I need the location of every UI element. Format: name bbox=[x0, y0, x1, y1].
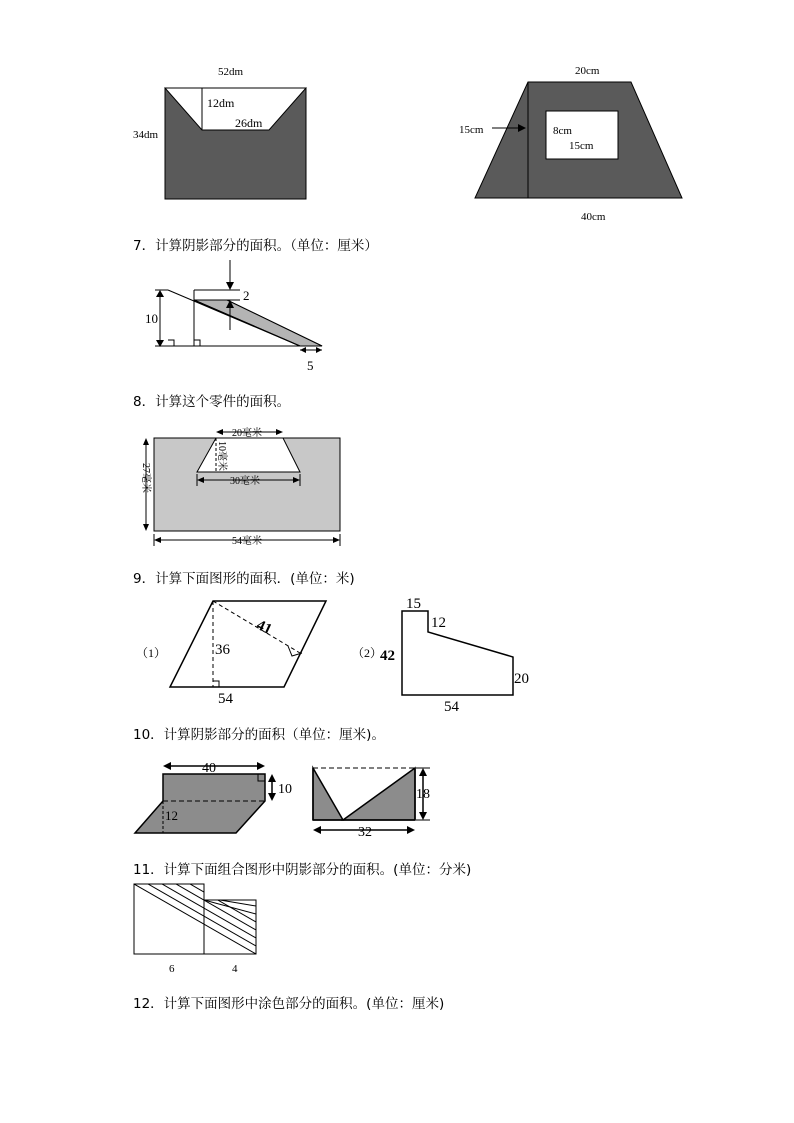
part-2-tag: （2） bbox=[352, 646, 383, 660]
label-41: 41 bbox=[253, 617, 275, 639]
label-15cm-inner: 15cm bbox=[569, 140, 594, 152]
question-8: 8．计算这个零件的面积。 bbox=[133, 394, 291, 410]
label-20cm: 20cm bbox=[575, 65, 600, 77]
question-12: 12．计算下面图形中涂色部分的面积。(单位：厘米) bbox=[133, 996, 445, 1012]
label-36: 36 bbox=[215, 642, 230, 658]
label-10mm: 10毫米 bbox=[216, 441, 227, 471]
part-1-tag: （1） bbox=[136, 646, 167, 660]
label-18: 18 bbox=[416, 787, 430, 802]
label-12dm: 12dm bbox=[207, 96, 235, 110]
label-12: 12 bbox=[165, 808, 178, 823]
label-54-p2: 54 bbox=[444, 699, 459, 715]
label-20: 20 bbox=[514, 671, 529, 687]
label-54mm: 54毫米 bbox=[232, 536, 262, 547]
label-54-p1: 54 bbox=[218, 691, 233, 707]
question-9: 9．计算下面图形的面积．(单位：米) bbox=[133, 571, 355, 587]
label-6: 6 bbox=[169, 963, 175, 975]
label-34dm: 34dm bbox=[133, 129, 159, 141]
label-40cm: 40cm bbox=[581, 211, 606, 223]
label-5: 5 bbox=[307, 358, 314, 373]
label-10: 10 bbox=[145, 311, 158, 326]
label-30mm: 30毫米 bbox=[230, 476, 260, 487]
label-15: 15 bbox=[406, 596, 421, 612]
label-8cm: 8cm bbox=[553, 125, 572, 137]
label-32: 32 bbox=[358, 825, 372, 840]
label-20mm: 20毫米 bbox=[232, 428, 262, 439]
label-42: 42 bbox=[380, 648, 395, 664]
label-10: 10 bbox=[278, 782, 292, 797]
label-40: 40 bbox=[202, 761, 216, 776]
question-10: 10．计算阴影部分的面积（单位：厘米)。 bbox=[133, 727, 385, 743]
question-7: 7．计算阴影部分的面积。（单位：厘米） bbox=[133, 238, 378, 254]
question-11: 11．计算下面组合图形中阴影部分的面积。(单位：分米) bbox=[133, 862, 472, 878]
label-2: 2 bbox=[243, 288, 250, 303]
hatched-band bbox=[134, 884, 256, 954]
square-small bbox=[204, 900, 256, 954]
label-27mm: 27毫米 bbox=[140, 463, 151, 493]
label-4: 4 bbox=[232, 963, 238, 975]
label-52dm: 52dm bbox=[218, 66, 244, 78]
label-15cm-left: 15cm bbox=[459, 124, 484, 136]
label-26dm: 26dm bbox=[235, 116, 263, 130]
label-12: 12 bbox=[431, 615, 446, 631]
